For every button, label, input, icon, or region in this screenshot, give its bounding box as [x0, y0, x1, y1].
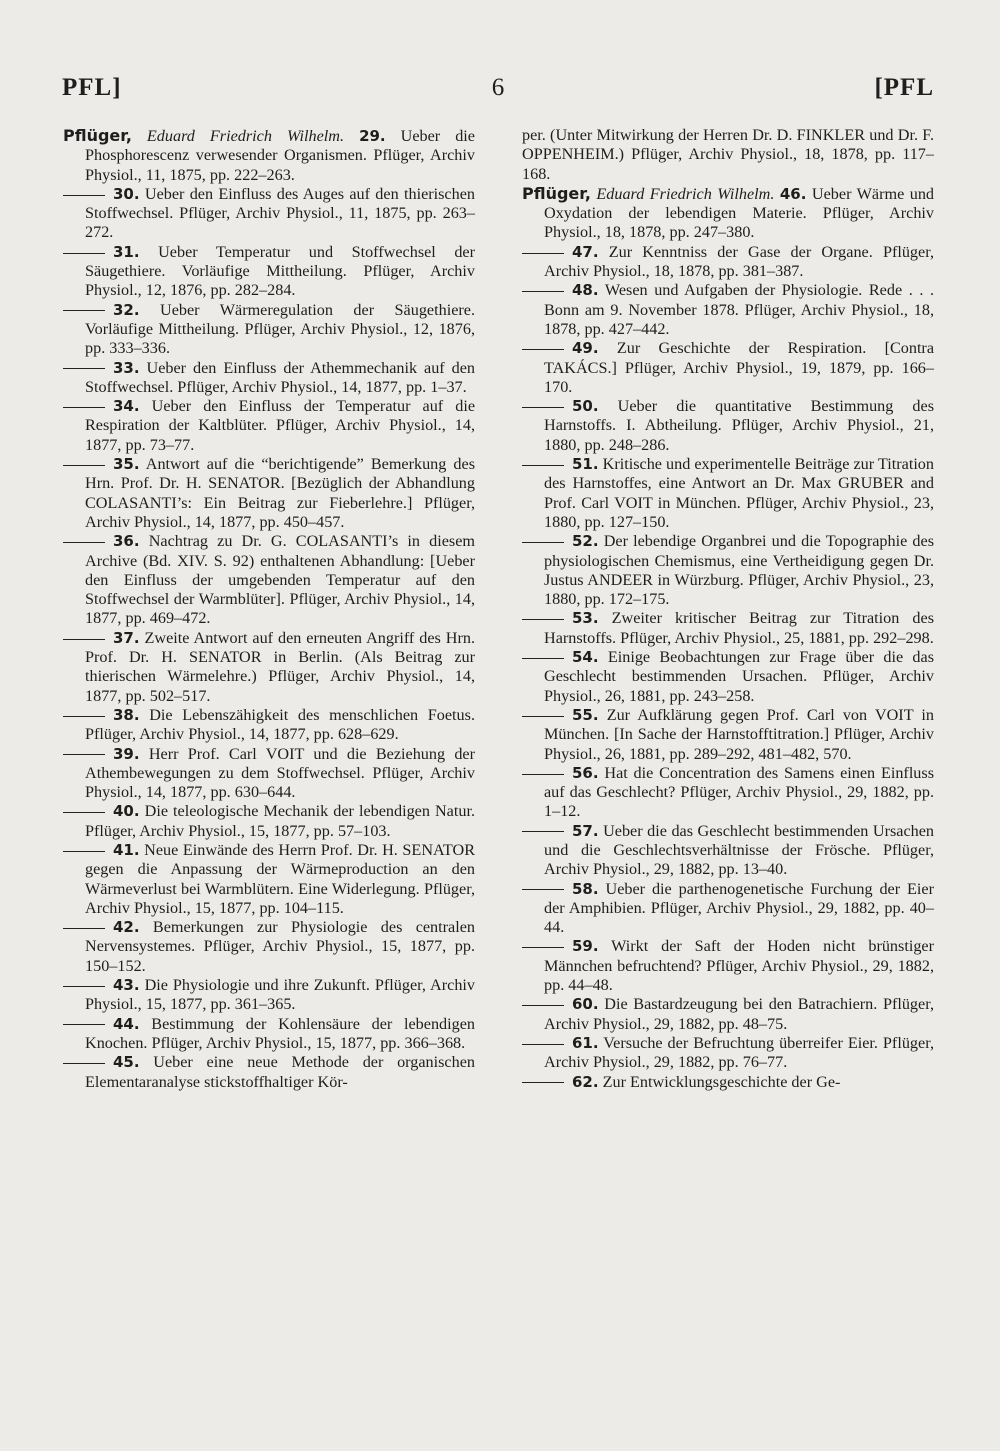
- entry-text: Zweiter kritischer Beitrag zur Titration des Harnstoffs. Pflüger, Archiv Physiol., 25, 1881, pp. 292–298.: [544, 609, 934, 647]
- ditto-rule: [63, 542, 105, 543]
- ditto-rule: [63, 1063, 105, 1064]
- entry-text: Die Physiologie und ihre Zukunft. Pflüger, Archiv Physiol., 15, 1877, pp. 361–365.: [85, 976, 476, 1014]
- author-given-names: Eduard Friedrich Wilhelm.: [596, 184, 775, 203]
- entry-number: 35.: [113, 455, 140, 474]
- entry-number: 45.: [113, 1053, 140, 1072]
- bibliography-entry: [63, 841, 475, 918]
- ditto-rule: [522, 831, 564, 832]
- entry-number: 44.: [113, 1014, 140, 1033]
- bibliography-entry: [63, 745, 475, 803]
- bibliography-entry: [63, 455, 475, 532]
- bibliography-entry: [63, 243, 475, 301]
- author-given-names: Eduard Friedrich Wilhelm.: [146, 127, 345, 145]
- entry-text: Ueber eine neue Methode der organischen Elementaranalyse stickstoffhaltiger Kör-: [85, 1053, 475, 1091]
- entry-number: 61.: [572, 1033, 599, 1052]
- entry-text: Herr Prof. Carl VOIT und die Beziehung der Athembewegungen zu dem Stoffwechsel. Pflüger, Archiv Physiol., 14, 1877, pp. 630–644.: [85, 744, 475, 802]
- entry-text: Kritische und experimentelle Beiträge zur Titration des Harnstoffes, eine Antwort an Dr. Max GRUBER and Prof. Carl VOIT in München. Pflüger, Archiv Physiol., 23, 1880, pp. 127–150.: [544, 455, 934, 531]
- ditto-rule: [522, 253, 564, 254]
- bibliography-entry: [63, 706, 475, 745]
- entry-number: 56.: [572, 763, 599, 782]
- entry-text: Nachtrag zu Dr. G. COLASANTI’s in diesem Archive (Bd. XIV. S. 92) enthaltenen Abhandlung: [Ueber den Einfluss der umgebenden Temperatur auf den Stoffwechsel der Warmblüter]. Pflüger, Archiv Physiol., 14, 1877, pp. 469–472.: [85, 532, 475, 628]
- ditto-rule: [522, 889, 564, 890]
- bibliography-entry: [522, 339, 934, 397]
- entry-number: 49.: [572, 339, 599, 358]
- entry-text: Ueber Temperatur und Stoffwechsel der Säugethiere. Vorläufige Mittheilung. Pflüger, Archiv Physiol., 12, 1876, pp. 282–284.: [85, 242, 475, 300]
- entry-number: 34.: [113, 397, 140, 416]
- entry-number: 52.: [572, 532, 599, 551]
- ditto-rule: [522, 947, 564, 948]
- bibliography-entry: [63, 976, 475, 1015]
- bibliography-entry: [522, 937, 934, 995]
- ditto-rule: [63, 754, 105, 755]
- ditto-rule: [63, 195, 105, 196]
- entry-number: 57.: [572, 821, 599, 840]
- entry-text: Ueber die quantitative Bestimmung des Harnstoffs. I. Abtheilung. Pflüger, Archiv Physiol., 21, 1880, pp. 248–286.: [544, 397, 934, 454]
- page-header: [62, 74, 934, 114]
- bibliography-entry: [522, 281, 934, 339]
- ditto-rule: [522, 619, 564, 620]
- entry-number: 41.: [113, 840, 140, 859]
- bibliography-entry: [63, 532, 475, 628]
- ditto-rule: [63, 253, 105, 254]
- bibliography-entry: [63, 301, 475, 359]
- entry-number: 53.: [572, 609, 599, 628]
- bibliography-entry: [522, 648, 934, 706]
- bibliography-entry: [522, 822, 934, 880]
- bibliography-entry: [522, 1034, 934, 1073]
- entry-number: 59.: [572, 937, 599, 956]
- entry-number: 31.: [113, 242, 140, 261]
- entry-text: Ueber Wärmeregulation der Säugethiere. Vorläufige Mittheilung. Pflüger, Archiv Physiol., 12, 1876, pp. 333–336.: [85, 300, 476, 358]
- ditto-rule: [63, 465, 105, 466]
- entry-text: Zur Geschichte der Respiration. [Contra TAKÁCS.] Pflüger, Archiv Physiol., 19, 1879, pp. 166–170.: [544, 339, 935, 396]
- entry-number: 55.: [572, 705, 599, 724]
- bibliography-entry: [63, 1053, 475, 1092]
- entry-text: Wirkt der Saft der Hoden nicht brünstiger Männchen befruchtend? Pflüger, Archiv Physiol., 29, 1882, pp. 44–48.: [544, 937, 934, 995]
- ditto-rule: [63, 1024, 105, 1025]
- entry-text: Ueber Wärme und Oxydation der lebendigen Materie. Pflüger, Archiv Physiol., 18, 1878, pp. 247–380.: [544, 184, 935, 242]
- entry-number: 36.: [113, 532, 140, 551]
- entry-text: Die Lebenszähigkeit des menschlichen Foetus. Pflüger, Archiv Physiol., 14, 1877, pp. 628–629.: [85, 705, 475, 744]
- entry-text: Zur Entwicklungsgeschichte der Ge-: [602, 1072, 841, 1091]
- entry-number: 43.: [113, 976, 140, 995]
- ditto-rule: [522, 1005, 564, 1006]
- ditto-rule: [63, 986, 105, 987]
- entry-number: 51.: [572, 455, 599, 474]
- entry-number: 30.: [113, 184, 140, 203]
- entry-number: 39.: [113, 744, 140, 763]
- entry-number: 42.: [113, 918, 140, 937]
- entry-text: Ueber den Einfluss der Temperatur auf die Respiration der Kaltblüter. Pflüger, Archiv Physiol., 14, 1877, pp. 73–77.: [85, 397, 476, 454]
- ditto-rule: [63, 407, 105, 408]
- entry-number: 33.: [113, 358, 140, 377]
- entry-number: 58.: [572, 879, 599, 898]
- ditto-rule: [522, 716, 564, 717]
- bibliography-entry: [63, 918, 475, 976]
- bibliography-entry: [63, 629, 475, 706]
- entry-text: Ueber die das Geschlecht bestimmenden Ursachen und die Geschlechtsverhältnisse der Frösche. Pflüger, Archiv Physiol., 29, 1882, pp. 13–40.: [544, 821, 934, 879]
- bibliography-entry: [522, 764, 934, 822]
- entry-number: 47.: [572, 242, 599, 261]
- page-number: 6: [491, 74, 505, 101]
- ditto-rule: [522, 465, 564, 466]
- entry-text: Neue Einwände des Herrn Prof. Dr. H. SENATOR gegen die Anpassung der Wärmeproduction an den Wärmeverlust bei Warmblütern. Eine Widerlegung. Pflüger, Archiv Physiol., 15, 1877, pp. 104–115.: [85, 840, 475, 917]
- bibliography-entry: [522, 995, 934, 1034]
- entry-text: Wesen und Aufgaben der Physiologie. Rede . . . Bonn am 9. November 1878. Pflüger, Archiv Physiol., 18, 1878, pp. 427–442.: [544, 281, 934, 338]
- entry-text: per. (Unter Mitwirkung der Herren Dr. D. FINKLER und Dr. F. OPPENHEIM.) Pflüger, Archiv Physiol., 18, 1878, pp. 117–168.: [522, 126, 934, 183]
- bibliography-entry: [63, 126, 475, 185]
- ditto-rule: [63, 716, 105, 717]
- entry-text: Bestimmung der Kohlensäure der lebendigen Knochen. Pflüger, Archiv Physiol., 15, 1877, pp. 366–368.: [85, 1014, 475, 1052]
- entry-number: 46.: [779, 184, 807, 203]
- bibliography-entry: [63, 185, 475, 243]
- bibliography-entry: [522, 184, 934, 243]
- ditto-rule: [63, 368, 105, 369]
- entry-text: Hat die Concentration des Samens einen Einfluss auf das Geschlecht? Pflüger, Archiv Physiol., 29, 1882, pp. 1–12.: [544, 763, 935, 821]
- ditto-rule: [522, 1044, 564, 1045]
- entry-number: 62.: [572, 1072, 599, 1091]
- bibliography-entry: [522, 706, 934, 764]
- entry-text: Zur Kenntniss der Gase der Organe. Pflüger, Archiv Physiol., 18, 1878, pp. 381–387.: [544, 242, 935, 281]
- entry-text: Ueber den Einfluss des Auges auf den thierischen Stoffwechsel. Pflüger, Archiv Physiol., 11, 1875, pp. 263–272.: [85, 184, 475, 242]
- entry-text: Ueber die Phosphorescenz verwesender Organismen. Pflüger, Archiv Physiol., 11, 1875, pp. 222–263.: [85, 127, 475, 184]
- entry-text: Die Bastardzeugung bei den Batrachiern. Pflüger, Archiv Physiol., 29, 1882, pp. 48–75.: [544, 995, 935, 1033]
- entry-text: Antwort auf die “berichtigende” Bemerkung des Hrn. Prof. Dr. H. SENATOR. [Bezüglich der Abhandlung COLASANTI’s: Ein Beitrag zur Fieberlehre.] Pflüger, Archiv Physiol., 14, 1877, pp. 450–457.: [85, 455, 475, 531]
- entry-text: Einige Beobachtungen zur Frage über die das Geschlecht bestimmenden Ursachen. Pflüger, Archiv Physiol., 26, 1881, pp. 243–258.: [544, 648, 934, 705]
- entry-text: Der lebendige Organbrei und die Topographie des physiologischen Chemismus, eine Vertheidigung gegen Dr. Justus ANDEER in Würzburg. Pflüger, Archiv Physiol., 23, 1880, pp. 172–175.: [544, 532, 934, 609]
- author-surname: Pflüger,: [63, 126, 132, 145]
- entry-text: Zur Aufklärung gegen Prof. Carl von VOIT in München. [In Sache der Harnstofftitration.] Pflüger, Archiv Physiol., 26, 1881, pp. 289–292, 481–482, 570.: [544, 705, 935, 763]
- author-surname: Pflüger,: [522, 183, 591, 203]
- bibliography-entry: [522, 609, 934, 648]
- bibliography-entry: [522, 455, 934, 532]
- ditto-rule: [522, 1082, 564, 1083]
- bibliography-entry: [522, 532, 934, 609]
- ditto-rule: [63, 928, 105, 929]
- ditto-rule: [522, 658, 564, 659]
- ditto-rule: [63, 812, 105, 813]
- ditto-rule: [522, 349, 564, 350]
- ditto-rule: [522, 407, 564, 408]
- bibliography-entry: [522, 397, 934, 455]
- entry-text: Zweite Antwort auf den erneuten Angriff des Hrn. Prof. Dr. H. SENATOR in Berlin. (Als Beitrag zur thierischen Wärmelehre.) Pflüger, Archiv Physiol., 14, 1877, pp. 502–517.: [85, 628, 475, 705]
- entry-text: Ueber den Einfluss der Athemmechanik auf den Stoffwechsel. Pflüger, Archiv Physiol., 14, 1877, pp. 1–37.: [85, 358, 475, 396]
- entry-text: Ueber die parthenogenetische Furchung der Eier der Amphibien. Pflüger, Archiv Physiol., 29, 1882, pp. 40–44.: [544, 879, 935, 937]
- left-column: [63, 126, 475, 1092]
- entry-number: 48.: [572, 281, 599, 300]
- bibliography-entry: [63, 397, 475, 455]
- bibliography-entry: [63, 1015, 475, 1054]
- bibliography-entry: [522, 1073, 934, 1092]
- bibliography-entry: [63, 359, 475, 398]
- header-right-guide-word: [PFL: [874, 74, 934, 101]
- entry-text: Die teleologische Mechanik der lebendigen Natur. Pflüger, Archiv Physiol., 15, 1877, pp. 57–103.: [85, 802, 476, 840]
- right-column: [522, 126, 934, 1092]
- ditto-rule: [522, 774, 564, 775]
- bibliography-entry: [522, 126, 934, 184]
- header-left-guide-word: PFL]: [62, 74, 122, 101]
- ditto-rule: [522, 542, 564, 543]
- entry-text: Bemerkungen zur Physiologie des centralen Nervensystemes. Pflüger, Archiv Physiol., 15, 1877, pp. 150–152.: [85, 918, 476, 975]
- entry-number: 38.: [113, 705, 140, 724]
- bibliography-entry: [63, 802, 475, 841]
- entry-number: 60.: [572, 995, 599, 1014]
- ditto-rule: [522, 291, 564, 292]
- entry-number: 32.: [113, 300, 140, 319]
- entry-number: 37.: [113, 628, 140, 647]
- entry-number: 54.: [572, 648, 599, 667]
- ditto-rule: [63, 851, 105, 852]
- entry-number: 40.: [113, 802, 140, 821]
- ditto-rule: [63, 639, 105, 640]
- entry-number: 29.: [359, 127, 386, 145]
- bibliography-entry: [522, 880, 934, 938]
- ditto-rule: [63, 310, 105, 311]
- entry-text: Versuche der Befruchtung überreifer Eier. Pflüger, Archiv Physiol., 29, 1882, pp. 76–77.: [544, 1033, 934, 1072]
- bibliography-entry: [522, 243, 934, 282]
- entry-number: 50.: [572, 397, 599, 416]
